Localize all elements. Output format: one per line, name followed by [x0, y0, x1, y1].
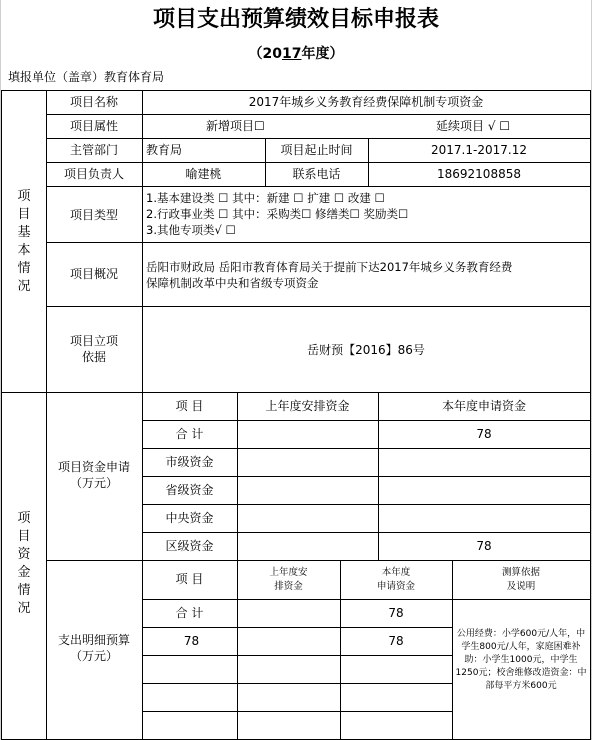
apply-row-name: 省级资金 [165, 483, 214, 497]
apply-col-last: 上年度安排资金 [265, 399, 350, 413]
attr-cont-label: 延续项目 [436, 119, 485, 133]
detail-col-last-line1: 上年度安 [269, 567, 308, 578]
detail-row-name: 合 计 [175, 606, 204, 620]
type-label: 项目类型 [69, 208, 118, 222]
detail-row-this: 78 [388, 606, 404, 620]
name-label: 项目名称 [69, 95, 118, 109]
filing-unit-label: 填报单位（盖章） [8, 70, 105, 84]
detail-col-this-line2: 申请资金 [376, 581, 415, 592]
attr-label: 项目属性 [69, 119, 118, 133]
apply-row-this: 78 [476, 539, 492, 553]
attr-new-label: 新增项目 [206, 119, 255, 133]
section-funds-label: 项目资金情况 [17, 511, 31, 616]
apply-label-line2: （万元） [69, 476, 118, 490]
owner-label: 项目负责人 [63, 167, 124, 181]
type-option-other[interactable]: 3.其他专项类√ ☐ [146, 223, 236, 237]
overview-line1: 岳阳市财政局 岳阳市教育体育局关于提前下达2017年城乡义务教育经费 [146, 260, 513, 274]
detail-row-name: 78 [183, 634, 200, 648]
period-value: 2017.1-2017.12 [431, 143, 527, 157]
attr-cont [436, 119, 510, 133]
filing-unit [8, 70, 164, 84]
owner-value: 喻建桃 [185, 167, 222, 181]
apply-row-this: 78 [476, 427, 492, 441]
attr-new-checkbox[interactable]: ☐ [254, 119, 265, 133]
apply-col-this: 本年度申请资金 [441, 399, 526, 413]
year-suffix: 年度） [301, 46, 344, 62]
year-value: 17 [282, 46, 302, 62]
apply-row-name: 区级资金 [165, 539, 214, 553]
filing-unit-value: 教育体育局 [104, 70, 165, 84]
form-title: 项目支出预算绩效目标申报表 [152, 7, 439, 32]
basis-label-line1: 项目立项 [69, 334, 118, 348]
dept-label: 主管部门 [69, 143, 118, 157]
phone-label: 联系电话 [292, 167, 341, 181]
year-prefix: （20 [248, 46, 282, 62]
type-option-construction[interactable]: 1.基本建设类 ☐ 其中：新建 ☐ 扩建 ☐ 改建 ☐ [146, 191, 385, 205]
name-value: 2017年城乡义务教育经费保障机制专项资金 [248, 95, 484, 109]
detail-basis-note: 公用经费：小学600元/人年，中学生800元/人年，家庭困难补助：小学生1000元，中学生1250元；校舍维修改造资金：中部每平方米600元 [455, 629, 587, 691]
basis-value: 岳财预【2016】86号 [307, 343, 425, 357]
basis-label-line2: 依据 [81, 350, 106, 364]
detail-col-item: 项 目 [175, 572, 204, 586]
phone-value: 18692108858 [437, 167, 521, 181]
dept-value: 教育局 [146, 143, 183, 157]
apply-row-name: 中央资金 [165, 511, 214, 525]
detail-row-this: 78 [388, 634, 404, 648]
overview-label: 项目概况 [69, 267, 118, 281]
apply-col-item: 项 目 [175, 399, 204, 413]
attr-cont-checkbox[interactable]: √ ☐ [487, 119, 511, 133]
apply-row-name: 市级资金 [165, 455, 214, 469]
detail-col-basis-line1: 测算依据 [501, 567, 540, 578]
detail-label-line1: 支出明细预算 [57, 633, 130, 647]
apply-row-name: 合 计 [175, 427, 204, 441]
detail-col-basis-line2: 及说明 [506, 581, 536, 592]
form-year [0, 45, 592, 63]
attr-new [206, 119, 265, 133]
section-basic-label: 项目基本情况 [17, 189, 31, 294]
detail-col-this-line1: 本年度 [381, 567, 411, 578]
overview-line2: 保障机制改革中央和省级专项资金 [146, 276, 319, 290]
detail-col-last-line2: 排资金 [274, 581, 303, 592]
period-label: 项目起止时间 [280, 143, 353, 157]
apply-label-line1: 项目资金申请 [57, 460, 130, 474]
type-option-admin[interactable]: 2.行政事业类 ☐ 其中：采购类☐ 修缮类☐ 奖励类☐ [146, 207, 409, 221]
detail-label-line2: （万元） [69, 649, 118, 663]
